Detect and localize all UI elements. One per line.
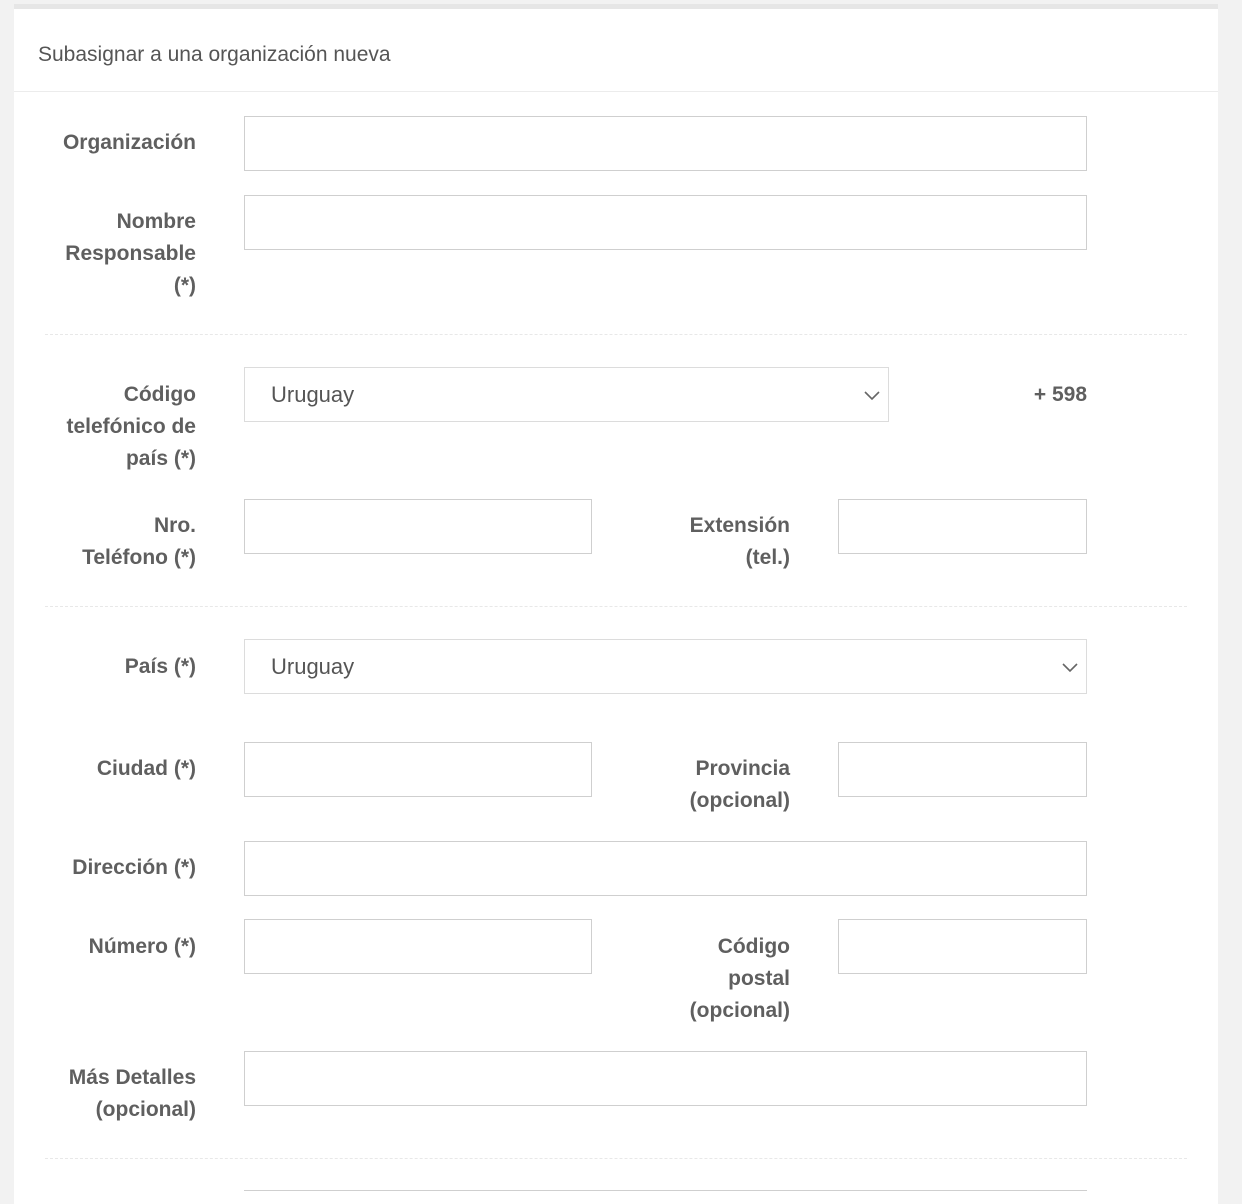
direccion-input[interactable] [244,841,1087,896]
nombre-responsable-label [30,206,196,302]
organizacion-input[interactable] [244,116,1087,171]
codigo-postal-label [620,931,790,1027]
section-divider [45,606,1187,607]
codigo-telefonico-label-line: Código [123,383,196,406]
mas-detalles-label [30,1062,196,1126]
codigo-postal-label-line: (opcional) [689,999,790,1022]
section-divider [45,334,1187,335]
provincia-label-line: Provincia [695,757,790,780]
codigo-postal-label-line: postal [728,967,790,990]
nombre-responsable-label-line: Nombre [116,210,196,233]
numero-label: Número (*) [88,935,196,958]
codigo-telefonico-label-line: país (*) [125,447,196,470]
provincia-label [620,753,790,817]
nro-telefono-label [30,510,196,574]
codigo-telefonico-select-value: Uruguay [271,382,355,407]
codigo-telefonico-select[interactable] [244,367,889,422]
nombre-responsable-label-line: (*) [173,274,196,297]
codigo-postal-input[interactable] [838,919,1087,974]
extension-input[interactable] [838,499,1087,554]
phone-prefix: + 598 [1033,383,1087,406]
section-divider [45,1158,1187,1159]
nro-telefono-input[interactable] [244,499,592,554]
ciudad-input[interactable] [244,742,592,797]
mas-detalles-input[interactable] [244,1051,1087,1106]
mas-detalles-label-line: (opcional) [95,1098,196,1121]
provincia-input[interactable] [838,742,1087,797]
chevron-down-icon [1061,658,1079,676]
numero-input[interactable] [244,919,592,974]
panel-title: Subasignar a una organización nueva [38,43,391,66]
provincia-label-line: (opcional) [689,789,790,812]
organizacion-label: Organización [62,131,196,154]
extension-label [620,510,790,574]
nombre-responsable-label-line: Responsable [65,242,196,265]
pais-select[interactable] [244,639,1087,694]
pais-label: País (*) [124,655,196,678]
nro-telefono-label-line: Teléfono (*) [82,546,196,569]
mas-detalles-label-line: Más Detalles [68,1066,196,1089]
extension-label-line: (tel.) [745,546,790,569]
panel-header [14,9,1218,92]
extension-label-line: Extensión [689,514,790,537]
codigo-postal-label-line: Código [717,935,790,958]
nombre-responsable-input[interactable] [244,195,1087,250]
ciudad-label: Ciudad (*) [96,757,196,780]
pais-select-value: Uruguay [271,654,355,679]
chevron-down-icon [863,386,881,404]
nro-telefono-label-line: Nro. [154,514,196,537]
direccion-label: Dirección (*) [72,856,196,879]
codigo-telefonico-label [30,379,196,475]
codigo-telefonico-label-line: telefónico de [66,415,196,438]
subasignar-panel [14,4,1218,1204]
